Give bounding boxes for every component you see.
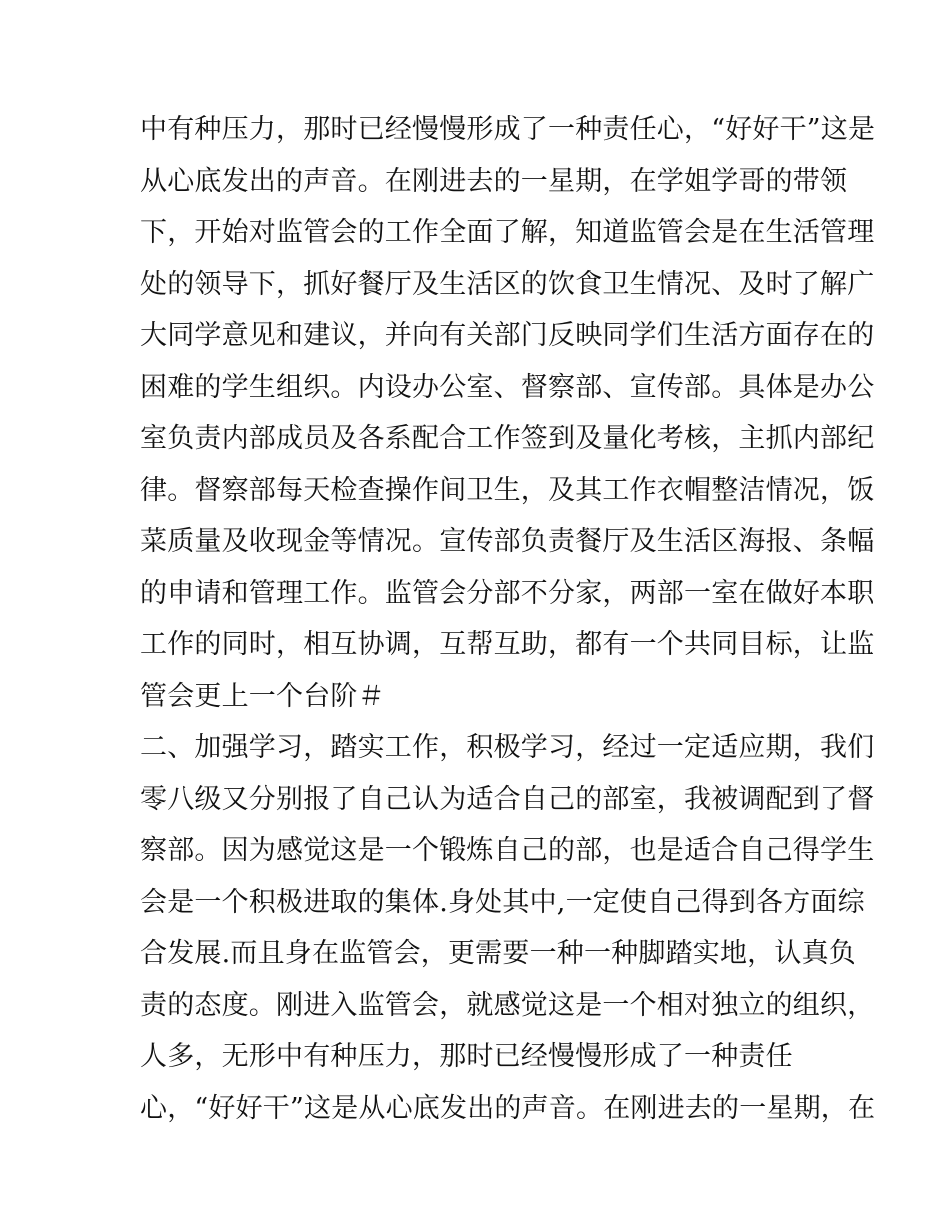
- text-line: 处的领导下，抓好餐厅及生活区的饮食卫生情况、及时了解广: [140, 268, 875, 300]
- text-line: 心，“好好干”这是从心底发出的声音。在刚进去的一星期，在: [140, 1092, 876, 1124]
- text-line: 中有种压力，那时已经慢慢形成了一种责任心，“好好干”这是: [140, 114, 876, 145]
- text-line: 下，开始对监管会的工作全面了解，知道监管会是在生活管理: [140, 217, 875, 248]
- text-line: 室负责内部成员及各系配合工作签到及量化考核，主抓内部纪: [140, 423, 875, 454]
- text-line: 的申请和管理工作。监管会分部不分家，两部一室在做好本职: [140, 577, 875, 609]
- text-line: 二、加强学习，踏实工作，积极学习，经过一定适应期，我们: [140, 732, 875, 763]
- text-line: 从心底发出的声音。在刚进去的一星期，在学姐学哥的带领: [140, 165, 848, 197]
- text-line: 合发展.而且身在监管会，更需要一种一种脚踏实地，认真负: [140, 938, 856, 969]
- body-text: [140, 104, 876, 1134]
- text-line: 人多，无形中有种压力，那时已经慢慢形成了一种责任: [140, 1041, 793, 1072]
- text-line: 零八级又分别报了自己认为适合自己的部室，我被调配到了督: [140, 783, 875, 815]
- text-line: 菜质量及收现金等情况。宣传部负责餐厅及生活区海报、条幅: [140, 526, 875, 557]
- text-line: 察部。因为感觉这是一个锻炼自己的部，也是适合自己得学生: [140, 835, 875, 866]
- text-line: 会是一个积极进取的集体.身处其中,一定使自己得到各方面综: [140, 886, 865, 918]
- text-line: 工作的同时，相互协调，互帮互助，都有一个共同目标，让监: [140, 629, 875, 660]
- text-line: 困难的学生组织。内设办公室、督察部、宣传部。具体是办公: [140, 371, 875, 403]
- text-line: 大同学意见和建议，并向有关部门反映同学们生活方面存在的: [140, 320, 875, 351]
- text-line: 律。督察部每天检查操作间卫生，及其工作衣帽整洁情况，饭: [140, 474, 875, 506]
- text-line: 责的态度。刚进入监管会，就感觉这是一个相对独立的组织，: [140, 989, 875, 1021]
- text-line: 管会更上一个台阶＃: [140, 680, 385, 712]
